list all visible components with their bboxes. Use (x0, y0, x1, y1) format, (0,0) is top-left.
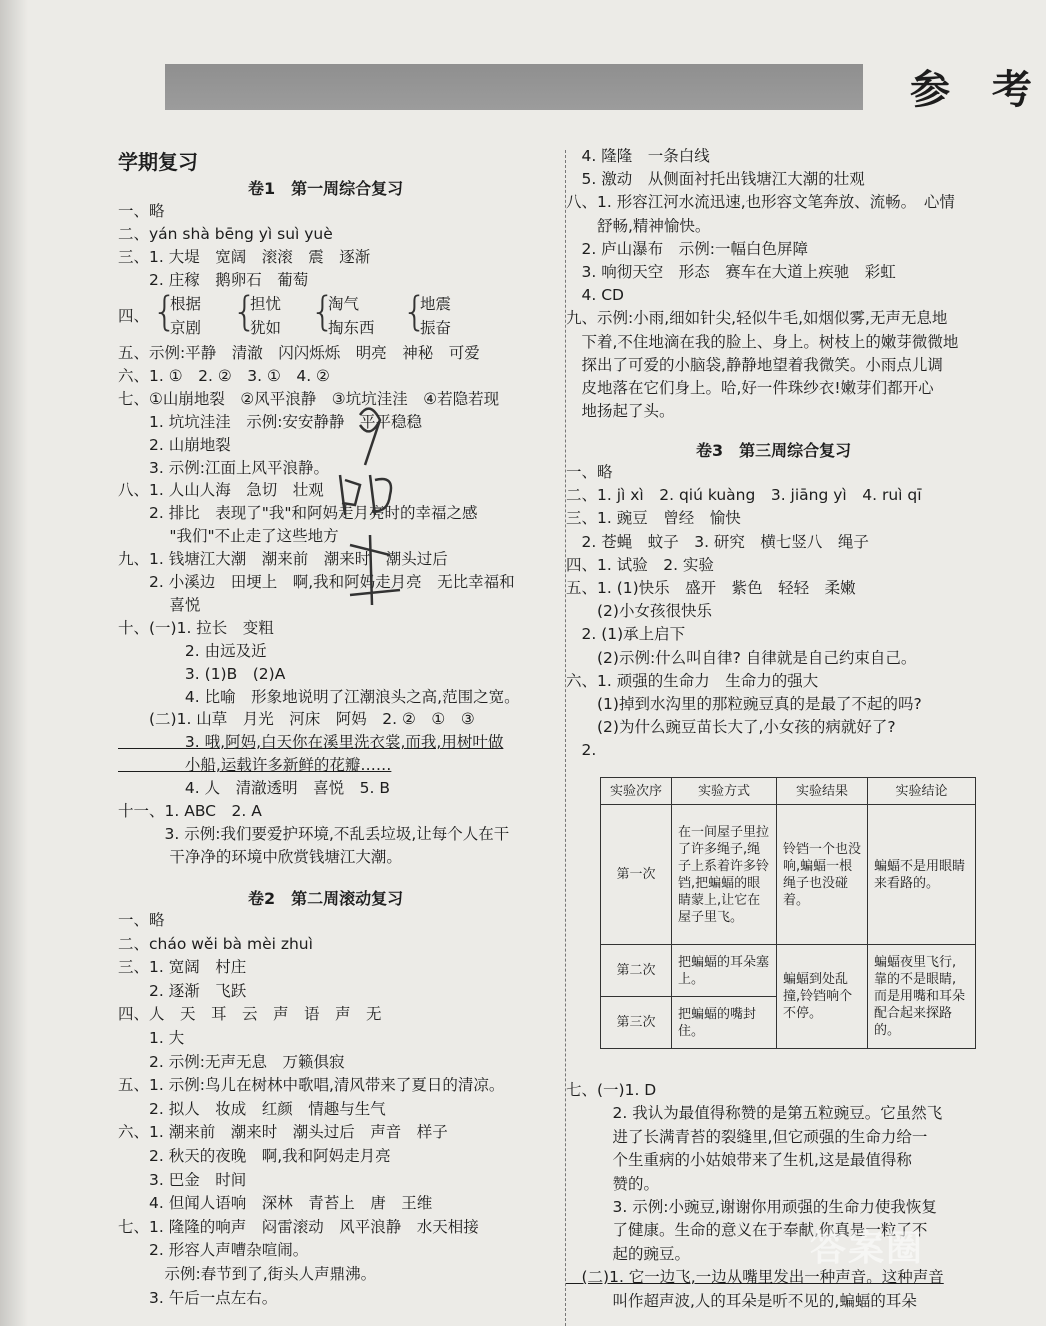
answer-line: 3. 示例:我们要爱护环境,不乱丢垃圾,让每个人在干 (118, 824, 510, 843)
answer-line: 2. 由远及近 (118, 641, 267, 660)
answer-line: 2. 苍蝇 蚊子 3. 研究 横七竖八 绳子 (566, 532, 869, 551)
answer-line: 九、1. 钱塘江大潮 潮来前 潮来时 潮头过后 (118, 550, 448, 569)
answer-line: 九、示例:小雨,细如针尖,轻似牛毛,如烟似雾,无声无息地 (566, 309, 948, 328)
answer-line: 一、略 (566, 463, 613, 481)
cell-order: 第三次 (601, 997, 672, 1049)
answer-line: 2. 示例:无声无息 万籁俱寂 (118, 1052, 345, 1071)
answer-line: 十一、1. ABC 2. A (118, 802, 262, 820)
answer-line: 5. 激动 从侧面衬托出钱塘江大潮的壮观 (566, 170, 865, 189)
answer-line: 3. 示例:江面上风平浪静。 (118, 458, 329, 477)
cell-conclusion: 蝙蝠夜里飞行,靠的不是眼睛,而是用嘴和耳朵配合起来探路的。 (868, 945, 976, 1049)
answer-line: 赞的。 (566, 1174, 660, 1193)
answer-line: 2. 秋天的夜晚 啊,我和阿妈走月亮 (118, 1147, 391, 1165)
answer-line: 3. 响彻天空 形态 赛车在大道上疾驰 彩虹 (566, 263, 896, 281)
answer-line: 2. 我认为最值得称赞的是第五粒豌豆。它虽然飞 (566, 1104, 943, 1123)
answer-line: 了健康。生命的意义在于奉献,你真是一粒了不 (566, 1221, 928, 1240)
answer-line: 一、略 (118, 911, 165, 929)
answer-line: 三、1. 豌豆 曾经 愉快 (566, 509, 741, 528)
answer-line: 舒畅,精神愉快。 (566, 216, 711, 235)
watermark-logo: 答案圈 (810, 1228, 925, 1269)
answer-line: 二、cháo wěi bà mèi zhuì (118, 934, 313, 953)
answer-line: 七、(一)1. D (566, 1081, 657, 1099)
brace-label: 四、 (118, 307, 150, 325)
answer-line: 干净净的环境中欣赏钱塘江大潮。 (118, 847, 402, 866)
cell-result: 蝙蝠到处乱撞,铃铛响个不停。 (777, 945, 868, 1049)
answer-line: 示例:春节到了,街头人声鼎沸。 (118, 1265, 377, 1283)
answer-line: 十、(一)1. 拉长 变粗 (118, 618, 274, 637)
answer-line: 五、1. 示例:鸟儿在树林中歌唱,清风带来了夏日的清凉。 (118, 1076, 505, 1095)
answer-line: (2)为什么豌豆苗长大了,小女孩的病就好了? (566, 718, 896, 737)
page-shadow (0, 0, 28, 1326)
answer-line: 皮地落在它们身上。哈,好一件珠纱衣!嫩芽们都开心 (566, 379, 934, 397)
answer-line: 地扬起了头。 (566, 402, 675, 421)
answer-line: 4. 隆隆 一条白线 (566, 147, 710, 165)
header-result: 实验结果 (777, 778, 868, 805)
answer-line: 2. 逐渐 飞跃 (118, 981, 247, 1000)
answer-line: 五、示例:平静 清澈 闪闪烁烁 明亮 神秘 可爱 (118, 344, 480, 362)
answer-line: 下着,不住地滴在我的脸上、身上。树枝上的嫩芽微微地 (566, 332, 959, 351)
answer-line: 一、略 (118, 202, 165, 220)
answer-line: 个生重病的小姑娘带来了生机,这是最值得称 (566, 1151, 912, 1170)
answer-line: 三、1. 大堤 宽阔 滚滚 震 逐渐 (118, 248, 371, 266)
answer-line: 七、①山崩地裂 ②风平浪静 ③坑坑洼洼 ④若隐若现 (118, 389, 500, 408)
answer-line: 八、1. 人山人海 急切 壮观 (118, 481, 324, 500)
answer-line: (二)1. 山草 月光 河床 阿妈 2. ② ① ③ (118, 710, 475, 729)
vol3-title: 卷3 第三周综合复习 (696, 441, 852, 460)
answer-line: 3. 午后一点左右。 (118, 1288, 278, 1307)
answer-line: (1)掉到水沟里的那粒豌豆真的是最了不起的吗? (566, 695, 922, 713)
answer-line: 二、yán shà bēng yì suì yuè (118, 225, 333, 243)
table-row (601, 805, 976, 945)
answer-line: 喜悦 (118, 595, 201, 614)
answer-line: 二、1. jì xì 2. qiú kuàng 3. jiāng yì 4. ruì qī (566, 486, 922, 505)
cell-method: 在一间屋子里拉了许多绳子,绳子上系着许多铃铛,把蝙蝠的眼睛蒙上,让它在屋子里飞。 (672, 805, 777, 945)
answer-line: (2)示例:什么叫自律? 自律就是自己约束自己。 (566, 648, 917, 667)
answer-line: 六、1. 顽强的生命力 生命力的强大 (566, 671, 819, 690)
answer-line: 2. 庄稼 鹅卵石 葡萄 (118, 271, 309, 289)
answer-line: "我们"不止走了这些地方 (118, 527, 339, 546)
cell-order: 第二次 (601, 945, 672, 997)
vol2-title: 卷2 第二周滚动复习 (248, 889, 404, 908)
cell-result: 铃铛一个也没响,蝙蝠一根绳子也没碰着。 (777, 805, 868, 945)
answer-line: 4. 但闻人语响 深林 青苔上 唐 王维 (118, 1194, 433, 1213)
answer-line: 进了长满青苔的裂缝里,但它顽强的生命力给一 (566, 1127, 928, 1146)
section-title: 学期复习 (118, 150, 198, 174)
page-title: 参 考 (910, 66, 1046, 113)
answer-line: 2. 小溪边 田埂上 啊,我和阿妈走月亮 无比幸福和 (118, 573, 515, 591)
answer-line: 八、1. 形容江河水流迅速,也形容文笔奔放、流畅。 心情 (566, 193, 955, 212)
header-bar (165, 64, 863, 110)
experiment-table (600, 777, 976, 1049)
answer-line: 4. 比喻 形象地说明了江潮浪头之高,范围之宽。 (118, 687, 520, 706)
answer-line: 起的豌豆。 (566, 1244, 691, 1263)
answer-line: 3. 示例:小豌豆,谢谢你用顽强的生命力使我恢复 (566, 1198, 937, 1216)
answer-line: 4. 人 清澈透明 喜悦 5. B (118, 779, 390, 798)
answer-line: 3. (1)B (2)A (118, 664, 286, 683)
answer-line: 四、人 天 耳 云 声 语 声 无 (118, 1005, 382, 1024)
answer-line: 六、1. ① 2. ② 3. ① 4. ② (118, 366, 330, 385)
vol1-title: 卷1 第一周综合复习 (248, 179, 404, 198)
answer-line: 2. 形容人声嘈杂喧闹。 (118, 1241, 309, 1260)
answer-line: 4. CD (566, 286, 624, 305)
cell-method: 把蝙蝠的嘴封住。 (672, 997, 777, 1049)
header-conclusion: 实验结论 (868, 778, 976, 805)
cell-conclusion: 蝙蝠不是用眼睛来看路的。 (868, 805, 976, 945)
answer-line: 七、1. 隆隆的响声 闷雷滚动 风平浪静 水天相接 (118, 1217, 479, 1236)
answer-line: 2. 庐山瀑布 示例:一幅白色屏障 (566, 239, 808, 258)
handwriting-scribble (330, 395, 440, 615)
answer-line: 五、1. (1)快乐 盛开 紫色 轻轻 柔嫩 (566, 579, 856, 597)
answer-line: (二)1. 它一边飞,一边从嘴里发出一种声音。这种声音 (566, 1268, 944, 1287)
cell-order: 第一次 (601, 805, 672, 945)
answer-line: 3. 哦,阿妈,白天你在溪里洗衣裳,而我,用树叶做 (118, 733, 504, 752)
answer-line: 小船,运载许多新鲜的花瓣…… (118, 756, 392, 775)
answer-line: (2)小女孩很快乐 (566, 602, 712, 621)
answer-line: 四、1. 试验 2. 实验 (566, 555, 714, 574)
answer-line: 2. 拟人 妆成 红颜 情趣与生气 (118, 1099, 386, 1118)
answer-line: 探出了可爱的小脑袋,静静地望着我微笑。小雨点儿调 (566, 355, 943, 374)
header-method: 实验方式 (672, 778, 777, 805)
table-row (601, 945, 976, 997)
answer-line: 1. 大 (118, 1029, 185, 1047)
answer-line: 2. 山崩地裂 (118, 435, 231, 454)
answer-line: 3. 巴金 时间 (118, 1170, 247, 1189)
answer-line: 2. (1)承上启下 (566, 625, 686, 644)
answer-line: 2. (566, 741, 597, 760)
answer-line: 叫作超声波,人的耳朵是听不见的,蝙蝠的耳朵 (566, 1291, 917, 1310)
answer-line: 三、1. 宽阔 村庄 (118, 958, 247, 977)
answer-line: 六、1. 潮来前 潮来时 潮头过后 声音 样子 (118, 1123, 448, 1142)
table-header-row (601, 778, 976, 805)
answer-line: 2. 排比 表现了"我"和阿妈走月亮时的幸福之感 (118, 504, 478, 523)
header-order: 实验次序 (601, 778, 672, 805)
answer-line: 1. 坑坑洼洼 示例:安安静静 平平稳稳 (118, 412, 422, 431)
cell-method: 把蝙蝠的耳朵塞上。 (672, 945, 777, 997)
